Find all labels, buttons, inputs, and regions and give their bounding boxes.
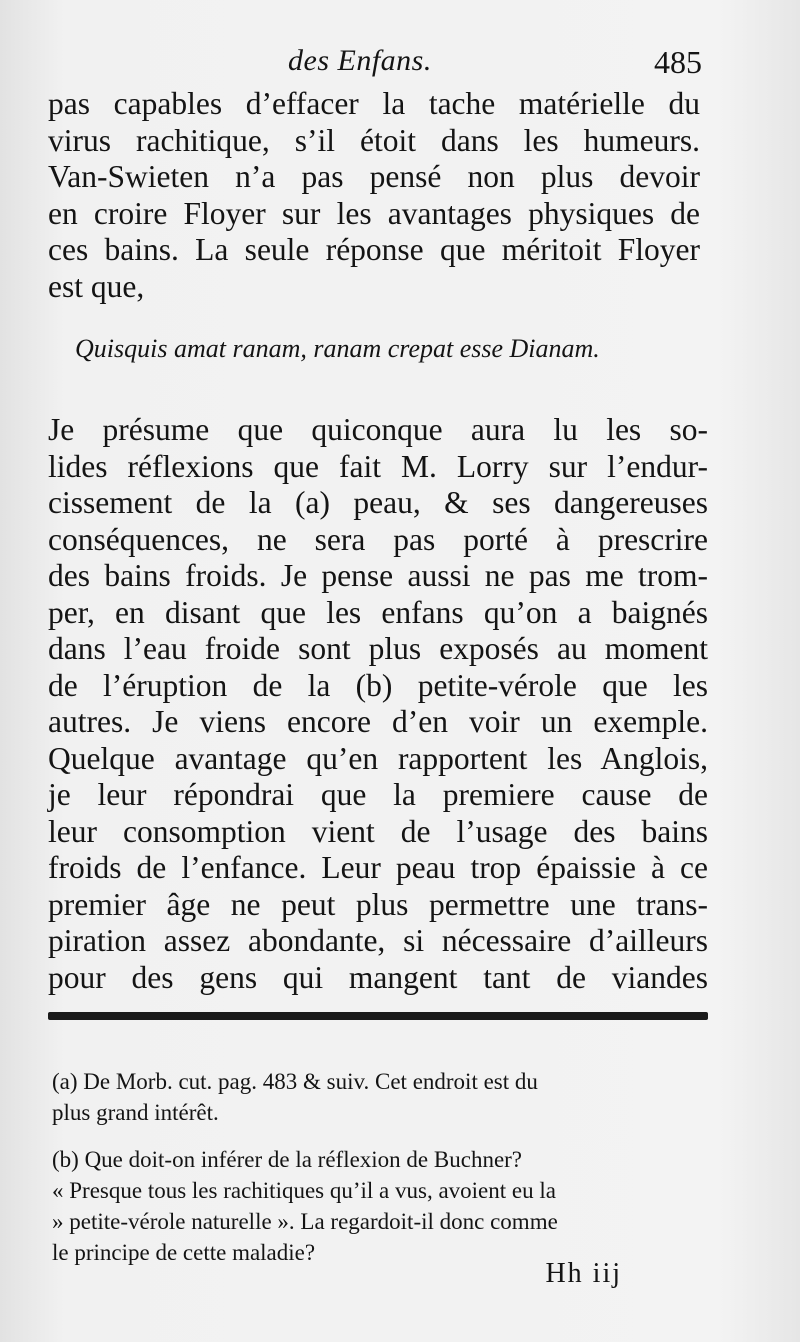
text-line: froids de l’enfance. Leur peau trop épaissie à ce	[48, 850, 708, 885]
text-line: piration assez abondante, si nécessaire d’ailleurs	[48, 923, 708, 958]
text-line: en croire Floyer sur les avantages physiques de	[48, 195, 700, 231]
paragraph-1	[48, 86, 700, 305]
text-line: pas capables d’effacer la tache matérielle du	[48, 86, 700, 121]
footnote-b	[52, 1144, 722, 1268]
text-line: dans l’eau froide sont plus exposés au moment	[48, 631, 708, 666]
footnote-line: « Presque tous les rachitiques qu’il a vus, avoient eu la	[52, 1178, 556, 1203]
text-line: virus rachitique, s’il étoit dans les humeurs.	[48, 122, 700, 158]
text-line: Je présume que quiconque aura lu les so-	[48, 412, 708, 447]
page-header	[48, 44, 708, 92]
text-line: est que,	[48, 268, 145, 304]
page-number: 485	[654, 44, 702, 80]
paragraph-2	[48, 412, 708, 996]
text-line: je leur répondrai que la premiere cause de	[48, 777, 708, 812]
text-line: conséquences, ne sera pas porté à prescrire	[48, 521, 708, 557]
footnote-line: plus grand intérêt.	[52, 1100, 219, 1125]
text-line: pour des gens qui mangent tant de viandes	[48, 959, 708, 995]
footnote-line: le principe de cette maladie?	[52, 1240, 316, 1265]
text-line: leur consomption vient de l’usage des bains	[48, 813, 708, 849]
text-line: premier âge ne peut plus permettre une trans-	[48, 886, 708, 922]
footnote-separator-rule	[48, 1012, 708, 1020]
text-line: de l’éruption de la (b) petite-vérole que les	[48, 667, 708, 703]
text-line: Van-Swieten n’a pas pensé non plus devoir	[48, 159, 700, 194]
footnote-line: (a) De Morb. cut. pag. 483 & suiv. Cet endroit est du	[52, 1069, 538, 1094]
text-line: lides réflexions que fait M. Lorry sur l’endur-	[48, 448, 708, 484]
text-line: des bains froids. Je pense aussi ne pas me trom-	[48, 558, 708, 593]
footnote-line: » petite-vérole naturelle ». La regardoit-il donc comme	[52, 1209, 558, 1234]
footnote-a	[52, 1066, 722, 1128]
text-line: autres. Je viens encore d’en voir un exemple.	[48, 704, 708, 739]
text-line: per, en disant que les enfans qu’on a baignés	[48, 594, 708, 630]
latin-quote: Quisquis amat ranam, ranam crepat esse Dianam.	[75, 334, 600, 363]
text-line: ces bains. La seule réponse que méritoit Floyer	[48, 232, 700, 267]
text-line: cissement de la (a) peau, & ses dangereuses	[48, 485, 708, 520]
footnote-line: (b) Que doit-on inférer de la réflexion de Buchner?	[52, 1147, 523, 1172]
signature-mark: Hh iij	[545, 1258, 622, 1289]
text-line: Quelque avantage qu’en rapportent les Anglois,	[48, 740, 708, 776]
footnotes	[52, 1066, 722, 1284]
running-title: des Enfans.	[288, 44, 432, 77]
